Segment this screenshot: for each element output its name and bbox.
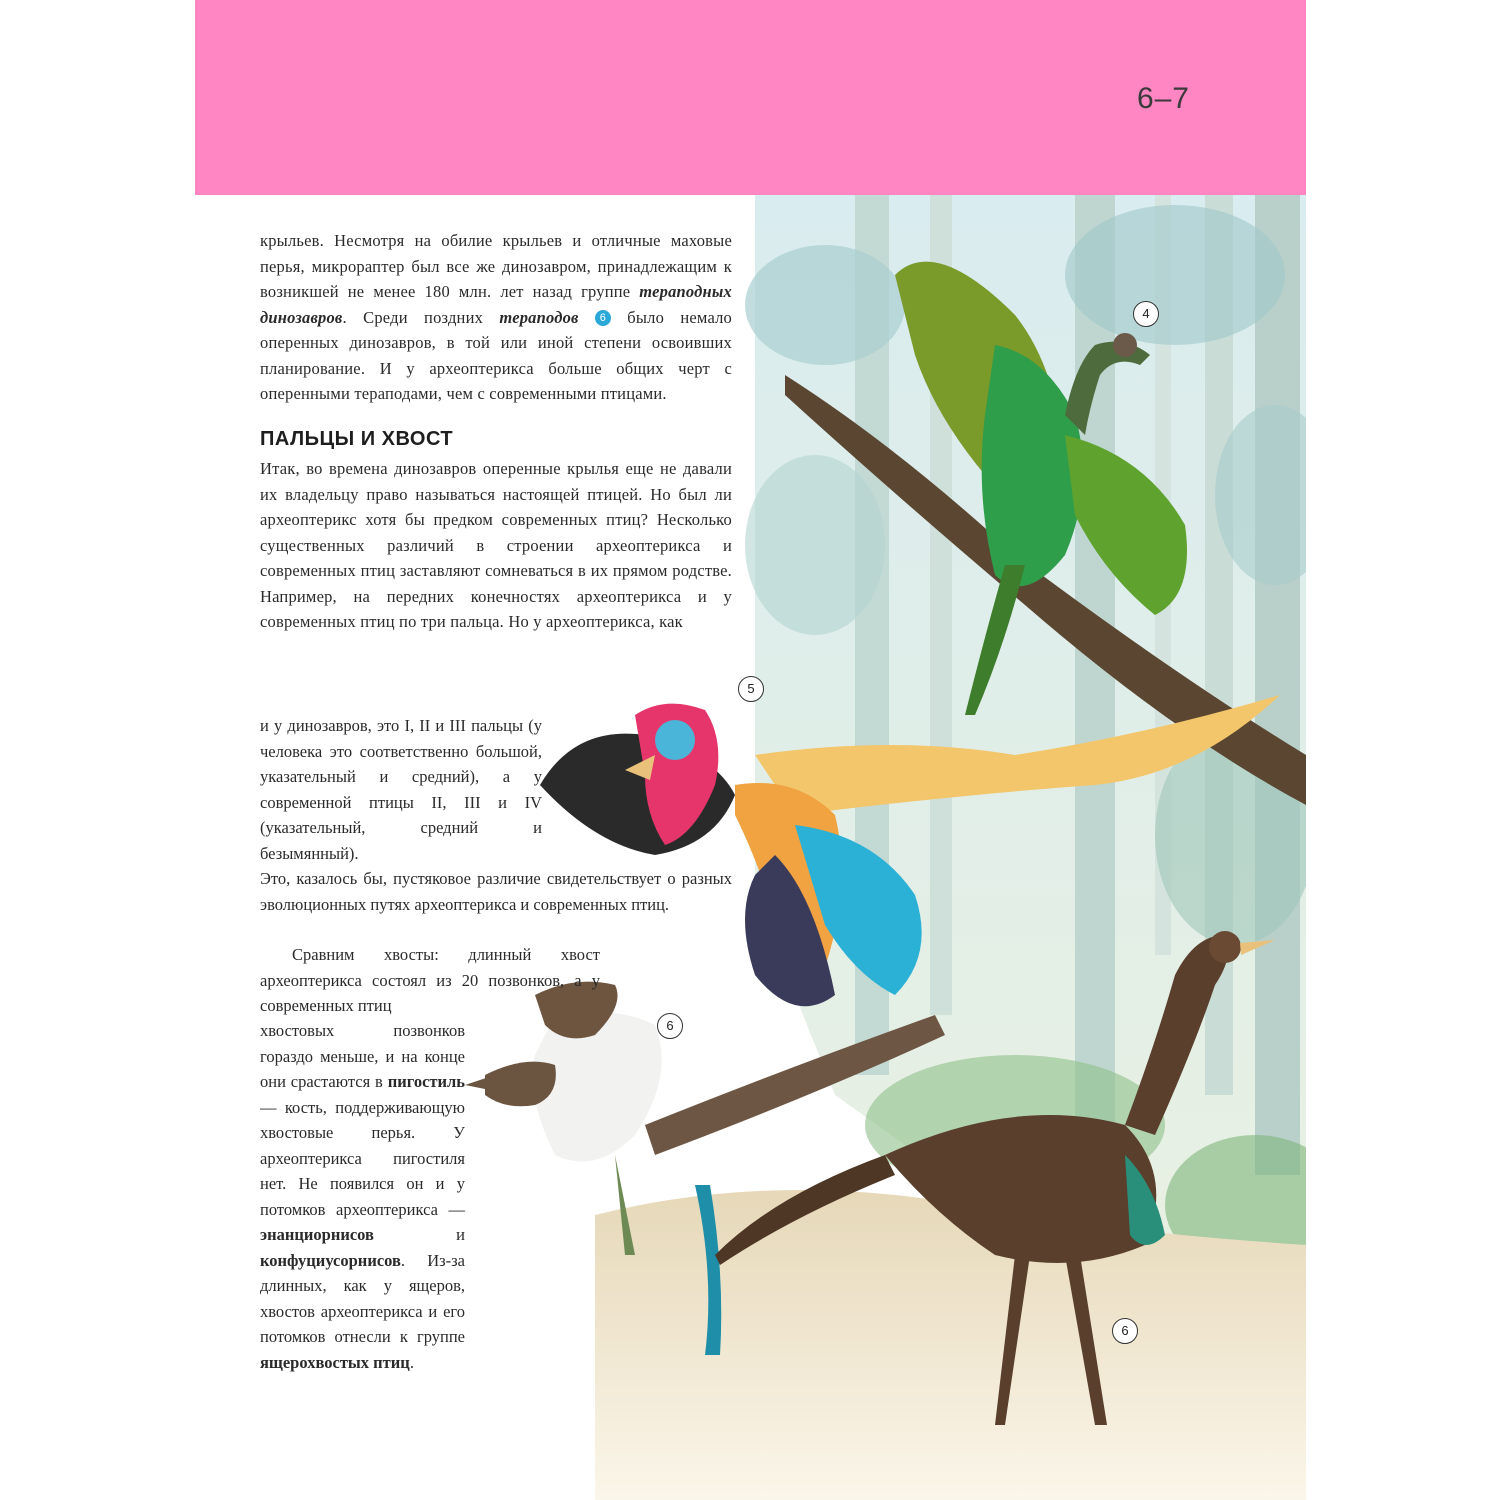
paragraph-tails-start — [260, 942, 600, 1019]
text-span: крыльев. Несмотря на обилие крыльев и отличные маховые перья, микрораптер был все же динозавром, принадлежащим к возникшей не менее 180 млн. лет назад группе — [260, 231, 732, 301]
text-span: Сравним хвосты: длинный хвост археоптерикса состоял из 20 позвонков, а у современных птиц — [260, 945, 600, 1015]
text-span: Это, казалось бы, пустяковое различие свидетельствует о разных эволюционных путях археоптерикса и современных птиц. — [260, 869, 732, 914]
callout-4: 4 — [1133, 301, 1159, 327]
text-span: и — [373, 1225, 465, 1244]
term-pygostyle: пигостиль — [387, 1072, 465, 1091]
text-span: . Среди поздних — [342, 307, 500, 327]
term-theropods: тераподов — [499, 307, 579, 327]
paragraph-fingers-end — [260, 866, 732, 917]
book-page — [195, 0, 1306, 1500]
term-lizard-tailed-birds: ящерохвостых птиц — [260, 1352, 410, 1372]
text-span: . Из-за длинных, как у ящеров, хвостов археоптерикса и его потомков отнесли к группе — [260, 1250, 465, 1346]
text-span: и у динозавров, это I, II и III пальцы (у человека это соответственно большой, указательный и средний), а у современной птицы II, III и IV (указательный, средний и безымянный). — [260, 716, 542, 863]
term-theropod-dinosaurs: тераподных динозавров — [260, 282, 732, 327]
page-numbers: 6–7 — [1136, 82, 1190, 115]
text-span: хвостовых позвонков гораздо меньше, и на конце они срастаются в — [260, 1021, 465, 1091]
term-enantiornithes: энанциорнисов — [260, 1225, 374, 1244]
callout-6b: 6 — [1112, 1318, 1138, 1344]
section-heading: ПАЛЬЦЫ И ХВОСТ — [260, 427, 454, 450]
paragraph-tails-body — [260, 1018, 465, 1375]
term-confuciusornithes: конфуциусорнисов — [260, 1250, 401, 1270]
callout-6a: 6 — [657, 1013, 683, 1039]
article-text — [260, 228, 732, 635]
paragraph-fingers: Итак, во времена динозавров оперенные крылья еще не давали их владельцу право называться настоящей птицей. Но был ли археоптерикс хотя бы предком современных птиц? Несколько существенных различий в строении археоптерикса и современных птиц заставляют сомневаться в их прямом родстве. Например, на передних конечностях археоптерикса и у современных птиц по три пальца. Но у археоптерикса, как — [260, 459, 732, 631]
paragraph-intro — [260, 228, 732, 407]
text-span: было немало оперенных динозавров, в той или иной степени освоивших планирование. И у археоптерикса больше общих черт с оперенными тераподами, чем с современными птицами. — [260, 307, 732, 403]
page-header-band — [195, 0, 1306, 195]
text-span: . — [409, 1352, 414, 1372]
paragraph-fingers-continued — [260, 713, 542, 866]
text-span: — кость, поддерживающую хвостовые перья. У археоптерикса пигостиля нет. Не появился он и у потомков археоптерикса — — [260, 1097, 465, 1219]
reference-marker: 6 — [595, 310, 611, 326]
callout-5: 5 — [738, 676, 764, 702]
